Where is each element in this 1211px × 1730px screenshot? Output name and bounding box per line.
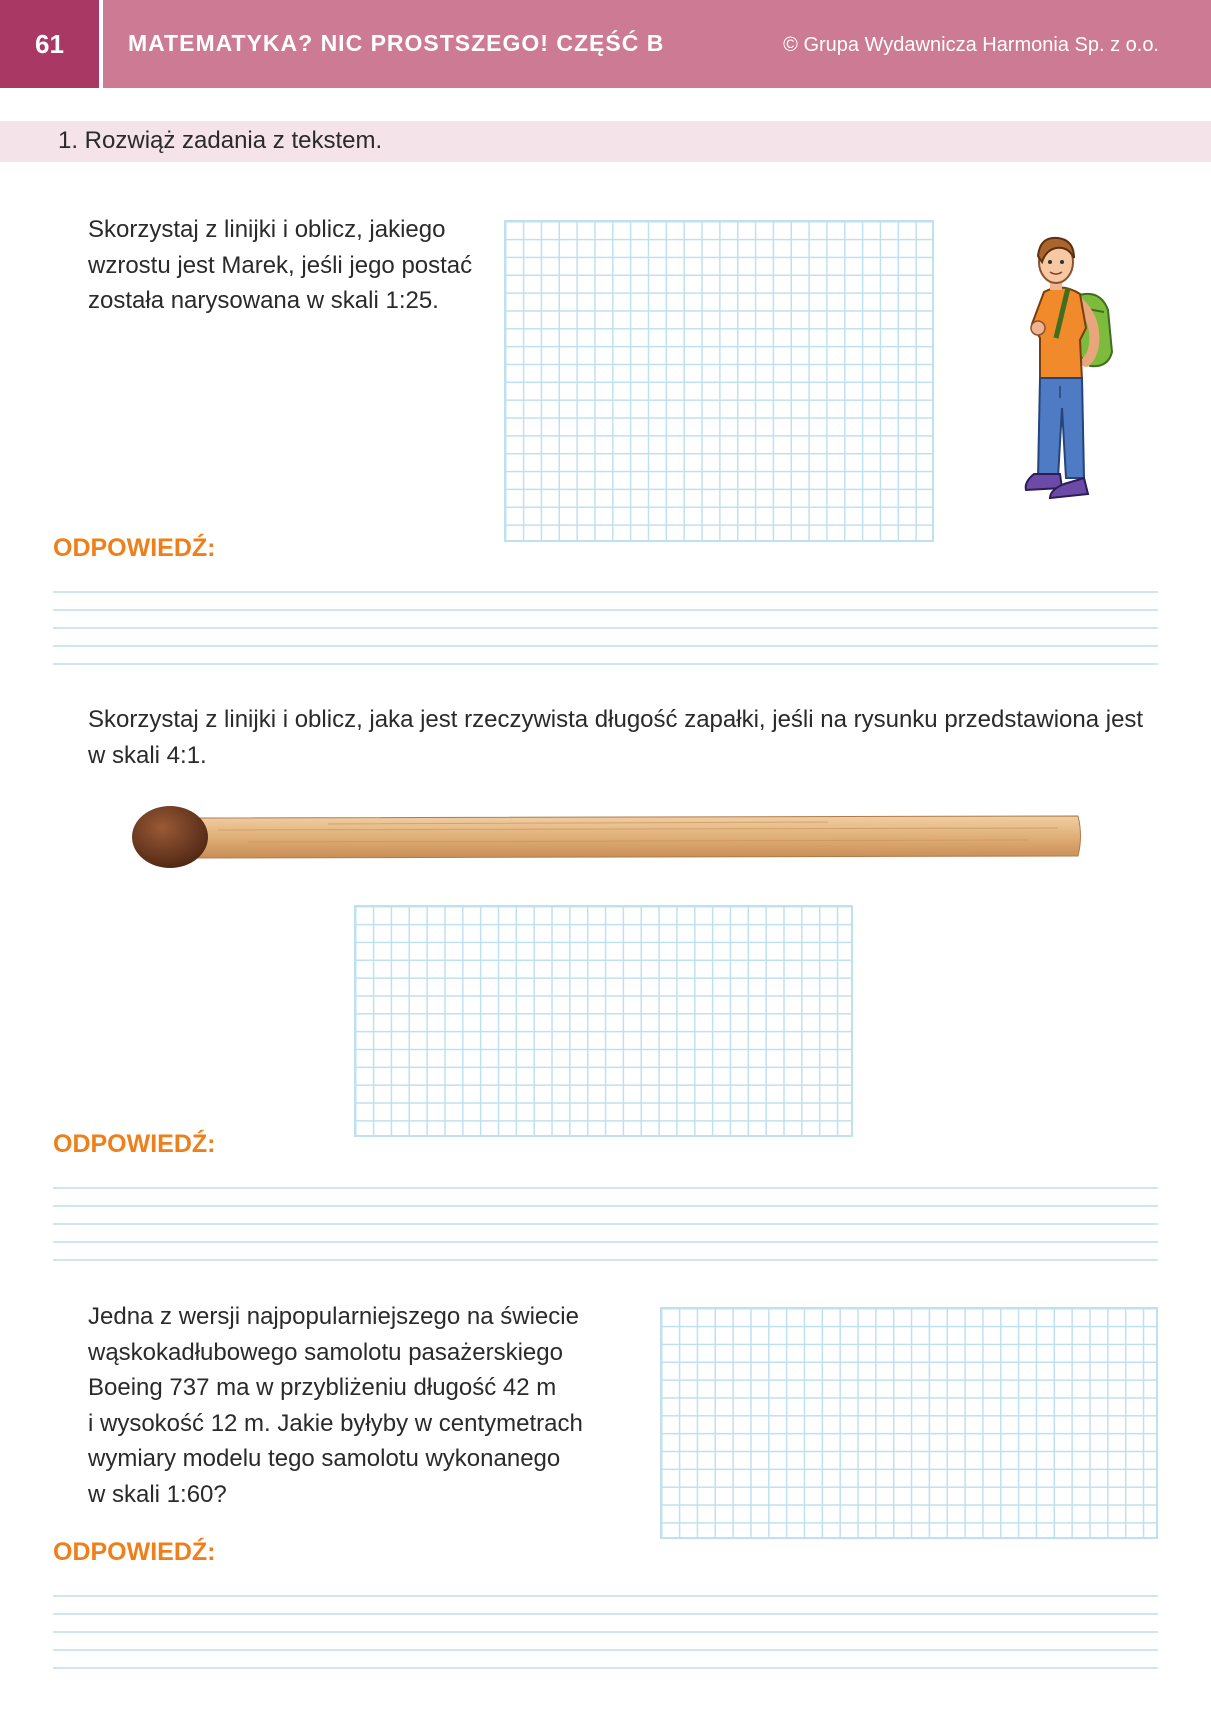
exercise-2-line: w skali 4:1.	[88, 741, 207, 769]
answer-label-1: ODPOWIEDŹ:	[53, 534, 216, 562]
answer-lines-1[interactable]	[53, 591, 1158, 666]
exercise-2-text	[88, 702, 1143, 773]
exercise-3-grid[interactable]	[660, 1307, 1158, 1539]
exercise-1-grid[interactable]	[504, 220, 934, 542]
exercise-3-line: wymiary modelu tego samolotu wykonanego	[88, 1445, 561, 1472]
exercise-3-line: i wysokość 12 m. Jakie byłyby w centymetrach	[88, 1409, 583, 1437]
exercise-2-grid[interactable]	[354, 905, 853, 1137]
exercise-1-line: została narysowana w skali 1:25.	[88, 287, 439, 314]
answer-label-2: ODPOWIEDŹ:	[53, 1130, 216, 1158]
matchstick-illustration	[128, 800, 1083, 872]
book-title: MATEMATYKA? NIC PROSTSZEGO! CZĘŚĆ B	[128, 30, 665, 56]
exercise-1-text	[88, 212, 472, 319]
page-number: 61	[0, 0, 99, 88]
header-divider	[99, 0, 103, 88]
exercise-3-line: w skali 1:60?	[88, 1480, 227, 1508]
page-header	[0, 0, 1211, 88]
answer-label-3: ODPOWIEDŹ:	[53, 1538, 216, 1566]
exercise-2-line: Skorzystaj z linijki i oblicz, jaka jest rzeczywista długość zapałki, jeśli na rysunku przedstawiona jest	[88, 706, 1144, 733]
answer-lines-3[interactable]	[53, 1595, 1158, 1670]
exercise-1-line: wzrostu jest Marek, jeśli jego postać	[88, 251, 473, 279]
exercise-3-text	[88, 1299, 583, 1512]
exercise-3-line: Boeing 737 ma w przybliżeniu długość 42 m	[88, 1374, 557, 1401]
boy-with-backpack-illustration	[1010, 228, 1115, 530]
exercise-3-line: wąskokadłubowego samolotu pasażerskiego	[88, 1338, 563, 1366]
copyright-notice: © Grupa Wydawnicza Harmonia Sp. z o.o.	[783, 34, 1159, 56]
task-instruction: 1. Rozwiąż zadania z tekstem.	[58, 127, 383, 154]
answer-lines-2[interactable]	[53, 1187, 1158, 1262]
exercise-3-line: Jedna z wersji najpopularniejszego na świecie	[88, 1303, 579, 1330]
exercise-1-line: Skorzystaj z linijki i oblicz, jakiego	[88, 216, 446, 243]
